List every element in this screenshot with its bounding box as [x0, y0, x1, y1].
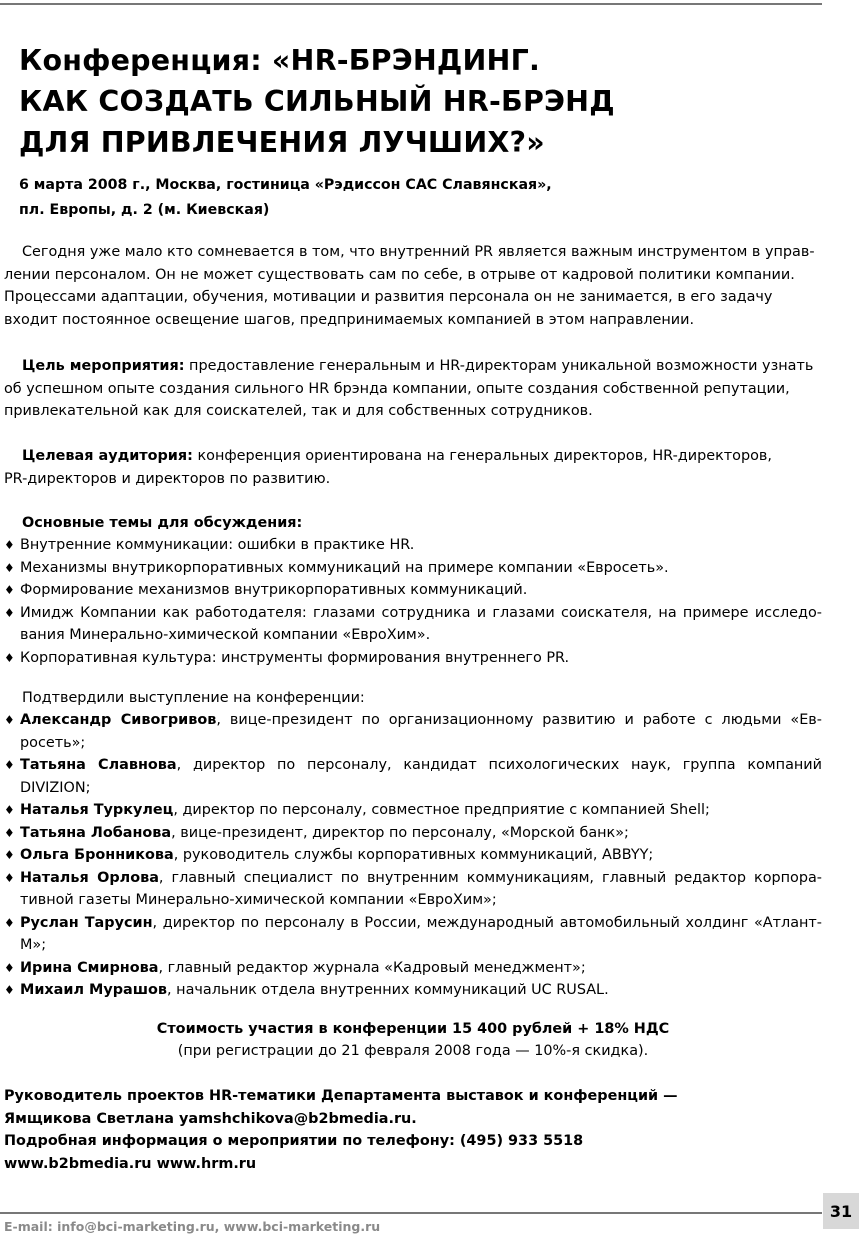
- speaker-name: Михаил Мурашов: [20, 982, 168, 998]
- speakers-heading: Подтвердили выступление на конференции:: [22, 690, 365, 706]
- speaker-name: Александр Сивогривов: [20, 712, 217, 728]
- event-address: пл. Европы, д. 2 (м. Киевская): [19, 202, 270, 218]
- bottom-rule: [0, 1212, 822, 1214]
- goal-label: Цель мероприятия:: [22, 358, 185, 374]
- footer-contacts: E-mail: info@bci-marketing.ru, www.bci-marketing.ru: [4, 1219, 381, 1234]
- title-line-1: Конференция: «HR-БРЭНДИНГ.: [19, 44, 540, 77]
- bullet-icon: ♦: [4, 560, 15, 575]
- topic-item: ♦ Корпоративная культура: инструменты формирования внутреннего PR.: [4, 647, 822, 670]
- intro-line: Процессами адаптации, обучения, мотивации и развития персонала он не занимается, в его задачу: [4, 289, 773, 305]
- topic-item: ♦ Внутренние коммуникации: ошибки в практике HR.: [4, 534, 822, 557]
- audience-paragraph: [4, 445, 822, 490]
- bullet-icon: ♦: [4, 825, 15, 840]
- intro-paragraph: [4, 241, 822, 331]
- intro-line: входит постоянное освещение шагов, предпринимаемых компанией в этом направлении.: [4, 311, 695, 328]
- audience-line: PR-директоров и директоров по развитию.: [4, 470, 331, 487]
- speaker-item: [4, 979, 822, 1002]
- bullet-icon: ♦: [4, 870, 15, 885]
- speaker-item: [4, 709, 822, 754]
- speaker-name: Ольга Бронникова: [20, 847, 174, 863]
- bullet-icon: ♦: [4, 915, 15, 930]
- speaker-item: [4, 957, 822, 980]
- speaker-name: Татьяна Лобанова: [20, 824, 172, 841]
- topics-list: [4, 534, 822, 669]
- audience-line: [4, 445, 822, 468]
- contact-line: Руководитель проектов HR-тематики Департамента выставок и конференций —: [4, 1088, 678, 1104]
- topic-item: ♦ Формирование механизмов внутрикорпоративных коммуникаций.: [4, 579, 822, 602]
- bullet-icon: ♦: [4, 803, 15, 817]
- speaker-desc: , начальник отдела внутренних коммуникаций UC RUSAL.: [167, 982, 609, 998]
- speaker-name: Руслан Тарусин: [20, 914, 153, 931]
- title-line-2: КАК СОЗДАТЬ СИЛЬНЫЙ HR-БРЭНД: [19, 85, 615, 118]
- topic-item: ♦ Имидж Компании как работодателя: глазами сотрудника и глазами соискателя, на примере исследо-вания Минерально-химической компании «ЕвроХим».: [4, 602, 822, 647]
- topics-heading: Основные темы для обсуждения:: [22, 515, 303, 531]
- speaker-item: [4, 754, 822, 799]
- speaker-name: Татьяна Славнова: [20, 757, 177, 773]
- goal-text: предоставление генеральным и HR-директорам уникальной возможности узнать: [184, 358, 814, 374]
- speaker-name: Наталья Орлова: [20, 869, 159, 886]
- goal-line: привлекательной как для соискателей, так и для собственных сотрудников.: [4, 403, 593, 419]
- speakers-list: [4, 709, 822, 1002]
- speaker-desc: , вице-президент, директор по персоналу, «Морской банк»;: [171, 824, 629, 841]
- goal-line: [4, 355, 822, 378]
- price-line: Стоимость участия в конференции 15 400 рублей + 18% НДС: [156, 1021, 670, 1037]
- speaker-item: [4, 867, 822, 912]
- bullet-icon: ♦: [4, 583, 15, 597]
- bullet-icon: ♦: [4, 848, 15, 862]
- intro-line: лении персоналом. Он не может существовать сам по себе, в отрыве от кадровой политики компании.: [4, 266, 795, 283]
- speaker-desc: , директор по персоналу в России, международный автомобильный холдинг «Атлант-М»;: [20, 914, 822, 953]
- page-number: 31: [823, 1193, 859, 1229]
- intro-line: Сегодня уже мало кто сомневается в том, что внутренний PR является важным инструментом в управ-: [22, 244, 815, 260]
- goal-paragraph: [4, 355, 822, 423]
- speaker-item: [4, 822, 822, 845]
- speaker-desc: , директор по персоналу, совместное предприятие с компанией Shell;: [173, 802, 710, 818]
- bullet-icon: ♦: [4, 713, 15, 727]
- speaker-item: [4, 912, 822, 957]
- discount-line: (при регистрации до 21 февраля 2008 года — 10%-я скидка).: [177, 1043, 649, 1059]
- speaker-name: Наталья Туркулец: [20, 802, 174, 818]
- speaker-item: [4, 799, 822, 822]
- speaker-desc: , директор по персоналу, кандидат психологических наук, группа компаний DIVIZION;: [20, 757, 823, 796]
- bullet-icon: ♦: [4, 538, 15, 552]
- title-line-3: ДЛЯ ПРИВЛЕЧЕНИЯ ЛУЧШИХ?»: [19, 126, 545, 159]
- contact-email-line[interactable]: Ямщикова Светлана yamshchikova@b2bmedia.ru.: [4, 1110, 417, 1127]
- bullet-icon: ♦: [4, 650, 15, 665]
- event-date-place: 6 марта 2008 г., Москва, гостиница «Рэдиссон САС Славянская»,: [19, 177, 552, 193]
- goal-line: об успешном опыте создания сильного HR брэнда компании, опыте создания собственной репутации,: [4, 380, 790, 397]
- top-rule: [0, 3, 822, 5]
- audience-label: Целевая аудитория:: [22, 448, 193, 464]
- bullet-icon: ♦: [4, 960, 15, 975]
- bullet-icon: ♦: [4, 983, 15, 997]
- page-title: [19, 40, 839, 163]
- speaker-desc: , вице-президент по организационному развитию и работе с людьми «Ев-росеть»;: [20, 712, 822, 751]
- speaker-desc: , главный редактор журнала «Кадровый менеджмент»;: [158, 959, 586, 976]
- audience-text: конференция ориентирована на генеральных директоров, HR-директоров,: [192, 448, 772, 464]
- bullet-icon: ♦: [4, 758, 15, 772]
- event-details: [19, 173, 552, 223]
- price-block: [4, 1018, 822, 1062]
- speaker-desc: , главный специалист по внутренним коммуникациям, главный редактор корпора-тивной газеты Минерально-химической компании «ЕвроХим»;: [20, 869, 822, 908]
- speaker-item: [4, 844, 822, 867]
- topic-item: ♦ Механизмы внутрикорпоративных коммуникаций на примере компании «Евросеть».: [4, 557, 822, 580]
- contact-block: [4, 1085, 678, 1175]
- bullet-icon: ♦: [4, 605, 15, 620]
- contact-phone-line: Подробная информация о мероприятии по телефону: (495) 933 5518: [4, 1133, 584, 1149]
- speaker-desc: , руководитель службы корпоративных коммуникаций, ABBYY;: [173, 847, 654, 863]
- speaker-name: Ирина Смирнова: [20, 959, 159, 976]
- contact-websites[interactable]: www.b2bmedia.ru www.hrm.ru: [4, 1155, 257, 1172]
